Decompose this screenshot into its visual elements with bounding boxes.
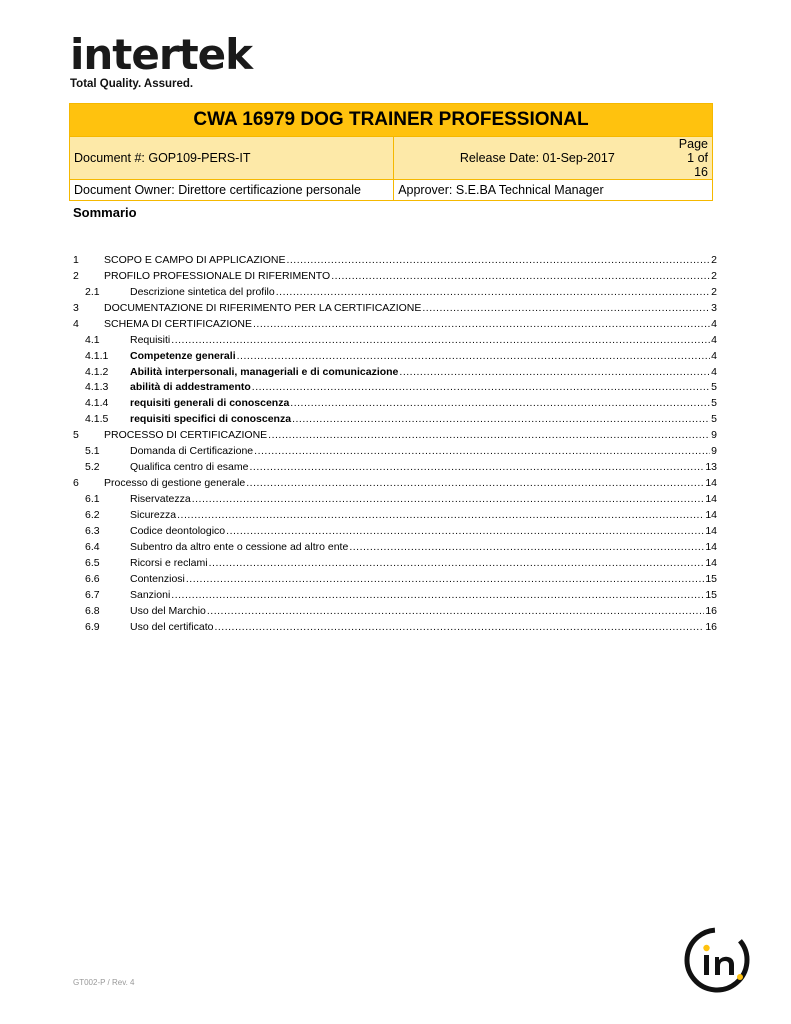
- toc-entry-number: 6.8: [85, 604, 100, 617]
- toc-entry-page: 9: [711, 429, 717, 442]
- toc-entry[interactable]: [73, 252, 717, 268]
- toc-entry-number: 6: [73, 477, 79, 490]
- toc-entry-title: Riservatezza: [130, 493, 191, 506]
- toc-entry[interactable]: [73, 587, 717, 603]
- toc-entry[interactable]: [73, 364, 717, 380]
- toc-entry[interactable]: [73, 603, 717, 619]
- toc-leader-dots: [209, 557, 705, 569]
- toc-entry-number: 4.1.1: [85, 349, 109, 362]
- toc-heading: Sommario: [73, 205, 137, 220]
- toc-entry-number: 5: [73, 429, 79, 442]
- toc-entry[interactable]: [73, 619, 717, 635]
- intertek-in-logo-icon: [682, 925, 752, 995]
- toc-entry-title: Competenze generali: [130, 349, 236, 362]
- toc-entry[interactable]: [73, 491, 717, 507]
- toc-entry-number: 2: [73, 269, 79, 282]
- toc-leader-dots: [237, 350, 711, 362]
- toc-entry-title: requisiti specifici di conoscenza: [130, 413, 292, 426]
- toc-entry-title: PROFILO PROFESSIONALE DI RIFERIMENTO: [104, 269, 331, 282]
- toc-leader-dots: [422, 302, 710, 314]
- toc-entry[interactable]: [73, 459, 717, 475]
- release-date: Release Date: 01-Sep-2017: [394, 137, 675, 180]
- toc-leader-dots: [292, 413, 710, 425]
- footer-revision: GT002-P / Rev. 4: [73, 978, 135, 987]
- logo-tagline: Total Quality. Assured.: [70, 78, 194, 90]
- toc-entry-number: 4.1.5: [85, 413, 109, 426]
- document-number: Document #: GOP109-PERS-IT: [70, 137, 394, 180]
- toc-leader-dots: [331, 270, 710, 282]
- toc-entry-title: SCHEMA DI CERTIFICAZIONE: [104, 317, 252, 330]
- toc-entry-page: 14: [705, 493, 717, 506]
- toc-entry-page: 4: [711, 317, 717, 330]
- toc-entry-number: 6.4: [85, 540, 100, 553]
- toc-leader-dots: [226, 525, 704, 537]
- toc-entry-title: Qualifica centro di esame: [130, 461, 249, 474]
- toc-entry-page: 5: [711, 413, 717, 426]
- toc-leader-dots: [268, 429, 710, 441]
- toc-entry[interactable]: [73, 332, 717, 348]
- document-owner: Document Owner: Direttore certificazione personale: [70, 180, 394, 201]
- toc-leader-dots: [290, 397, 710, 409]
- document-title: CWA 16979 DOG TRAINER PROFESSIONAL: [70, 104, 713, 137]
- toc-entry-title: Domanda di Certificazione: [130, 445, 254, 458]
- table-of-contents: [73, 252, 717, 635]
- toc-entry-page: 14: [705, 524, 717, 537]
- page-indicator: Page 1 of 16: [675, 137, 713, 180]
- toc-leader-dots: [192, 493, 705, 505]
- toc-entry-number: 6.7: [85, 588, 100, 601]
- toc-entry-title: Sanzioni: [130, 588, 171, 601]
- toc-entry-number: 4.1.4: [85, 397, 109, 410]
- toc-entry-number: 6.3: [85, 524, 100, 537]
- toc-leader-dots: [186, 573, 704, 585]
- toc-entry-title: requisiti generali di conoscenza: [130, 397, 290, 410]
- toc-entry-title: Descrizione sintetica del profilo: [130, 285, 275, 298]
- toc-entry-number: 4.1.2: [85, 365, 109, 378]
- toc-entry[interactable]: [73, 300, 717, 316]
- toc-entry-page: 16: [705, 604, 717, 617]
- toc-entry-title: Requisiti: [130, 333, 171, 346]
- toc-entry-number: 6.9: [85, 620, 100, 633]
- toc-entry-title: PROCESSO DI CERTIFICAZIONE: [104, 429, 268, 442]
- toc-entry-number: 4.1: [85, 333, 100, 346]
- toc-entry-page: 5: [711, 381, 717, 394]
- toc-entry-page: 4: [711, 349, 717, 362]
- toc-entry[interactable]: [73, 539, 717, 555]
- toc-leader-dots: [171, 589, 704, 601]
- toc-leader-dots: [171, 334, 710, 346]
- document-header-table: [69, 103, 713, 201]
- toc-entry-page: 14: [705, 540, 717, 553]
- toc-leader-dots: [207, 605, 704, 617]
- toc-entry-page: 4: [711, 333, 717, 346]
- toc-leader-dots: [286, 254, 710, 266]
- toc-entry-number: 4.1.3: [85, 381, 109, 394]
- toc-leader-dots: [249, 461, 704, 473]
- toc-leader-dots: [349, 541, 704, 553]
- toc-entry-page: 9: [711, 445, 717, 458]
- toc-entry-title: Contenziosi: [130, 572, 185, 585]
- toc-entry-page: 15: [705, 572, 717, 585]
- approver: Approver: S.E.BA Technical Manager: [394, 180, 713, 201]
- intertek-logo: [70, 30, 253, 90]
- toc-entry-page: 15: [705, 588, 717, 601]
- toc-entry-number: 6.5: [85, 556, 100, 569]
- toc-entry-number: 4: [73, 317, 79, 330]
- toc-entry-number: 6.1: [85, 493, 100, 506]
- toc-entry-title: Subentro da altro ente o cessione ad altro ente: [130, 540, 349, 553]
- toc-entry-page: 13: [705, 461, 717, 474]
- toc-entry-number: 5.2: [85, 461, 100, 474]
- toc-entry-title: Processo di gestione generale: [104, 477, 246, 490]
- toc-entry[interactable]: [73, 316, 717, 332]
- toc-entry-title: abilità di addestramento: [130, 381, 251, 394]
- toc-entry-number: 2.1: [85, 285, 100, 298]
- toc-entry-title: DOCUMENTAZIONE DI RIFERIMENTO PER LA CERTIFICAZIONE: [104, 301, 422, 314]
- toc-entry-number: 5.1: [85, 445, 100, 458]
- toc-entry-title: SCOPO E CAMPO DI APPLICAZIONE: [104, 253, 286, 266]
- toc-entry[interactable]: [73, 348, 717, 364]
- toc-entry-page: 16: [705, 620, 717, 633]
- toc-leader-dots: [246, 477, 704, 489]
- toc-entry-page: 3: [711, 301, 717, 314]
- toc-leader-dots: [253, 318, 710, 330]
- toc-leader-dots: [214, 621, 704, 633]
- toc-entry[interactable]: [73, 571, 717, 587]
- toc-entry[interactable]: [73, 443, 717, 459]
- toc-entry[interactable]: [73, 268, 717, 284]
- toc-entry-number: 6.6: [85, 572, 100, 585]
- toc-entry[interactable]: [73, 475, 717, 491]
- toc-entry-page: 14: [705, 508, 717, 521]
- toc-entry-title: Uso del Marchio: [130, 604, 206, 617]
- toc-entry[interactable]: [73, 427, 717, 443]
- toc-entry-title: Sicurezza: [130, 508, 177, 521]
- toc-leader-dots: [177, 509, 704, 521]
- toc-entry[interactable]: [73, 284, 717, 300]
- toc-entry-title: Ricorsi e reclami: [130, 556, 208, 569]
- toc-entry[interactable]: [73, 395, 717, 411]
- toc-entry-page: 14: [705, 477, 717, 490]
- toc-entry-number: 3: [73, 301, 79, 314]
- toc-leader-dots: [254, 445, 710, 457]
- toc-entry[interactable]: [73, 411, 717, 427]
- toc-leader-dots: [252, 381, 710, 393]
- toc-entry-page: 5: [711, 397, 717, 410]
- toc-entry-title: Uso del certificato: [130, 620, 214, 633]
- toc-entry[interactable]: [73, 380, 717, 396]
- toc-entry[interactable]: [73, 555, 717, 571]
- toc-entry-page: 2: [711, 285, 717, 298]
- toc-entry[interactable]: [73, 507, 717, 523]
- toc-entry-page: 2: [711, 269, 717, 282]
- toc-leader-dots: [276, 286, 710, 298]
- toc-entry-number: 1: [73, 253, 79, 266]
- logo-wordmark: intertek: [70, 30, 253, 79]
- toc-entry-title: Abilità interpersonali, manageriali e di comunicazione: [130, 365, 399, 378]
- toc-entry-page: 4: [711, 365, 717, 378]
- toc-entry-title: Codice deontologico: [130, 524, 226, 537]
- toc-entry-number: 6.2: [85, 508, 100, 521]
- toc-entry-page: 2: [711, 253, 717, 266]
- toc-leader-dots: [399, 366, 710, 378]
- toc-entry-page: 14: [705, 556, 717, 569]
- toc-entry[interactable]: [73, 523, 717, 539]
